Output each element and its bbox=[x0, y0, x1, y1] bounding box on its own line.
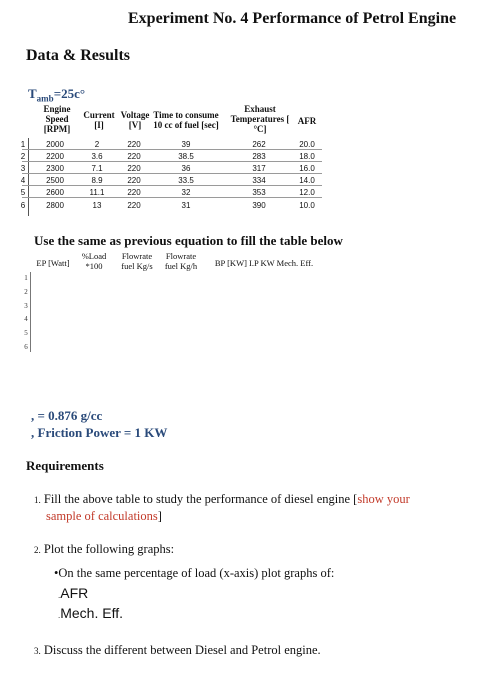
sub-bullet-icon: . bbox=[58, 591, 61, 600]
requirement-2 bbox=[34, 542, 174, 557]
header-current: Current [I] bbox=[83, 110, 115, 130]
friction-power: , Friction Power = 1 KW bbox=[31, 425, 168, 440]
header-flowrate-kgh: Flowrate fuel Kg/h bbox=[164, 251, 198, 271]
requirement-1-highlight-2: sample of calculations bbox=[46, 509, 158, 523]
header-voltage: Voltage [V] bbox=[120, 110, 150, 130]
header-flowrate-kgs: Flowrate fuel Kg/s bbox=[121, 251, 153, 271]
requirement-2-number: 2. bbox=[34, 545, 41, 555]
requirement-2-bullet bbox=[54, 566, 334, 581]
requirement-2-bullet-text: On the same percentage of load (x-axis) plot graphs of: bbox=[58, 566, 335, 580]
requirement-2-text: Plot the following graphs: bbox=[43, 542, 175, 556]
requirement-1-number: 1. bbox=[34, 495, 41, 505]
requirement-1-end: ] bbox=[157, 509, 162, 523]
row-number: 6 bbox=[24, 343, 28, 351]
header-exhaust-temperature: Exhaust Temperatures [ °C] bbox=[230, 104, 290, 134]
header-bp-ip-mech: BP [KW] I.P KW Mech. Eff. bbox=[214, 258, 314, 268]
ambient-temperature bbox=[28, 86, 85, 104]
graph-mech-eff bbox=[58, 605, 123, 621]
requirement-1-highlight: show your bbox=[357, 492, 410, 506]
row-number: 3 bbox=[24, 302, 28, 310]
fuel-density: , = 0.876 g/cc bbox=[31, 408, 103, 423]
instruction-text: Use the same as previous equation to fill the table below bbox=[34, 233, 343, 248]
graph-afr-label: AFR bbox=[60, 585, 89, 601]
header-load: %Load *100 bbox=[81, 251, 107, 271]
graph-afr bbox=[58, 585, 88, 601]
bullet-icon: • bbox=[54, 566, 59, 580]
requirement-3 bbox=[34, 643, 321, 658]
requirement-1-text: Fill the above table to study the performance of diesel engine [ bbox=[43, 492, 358, 506]
header-afr: AFR bbox=[297, 116, 317, 126]
row-number: 5 bbox=[24, 329, 28, 337]
row-number: 4 bbox=[24, 315, 28, 323]
tamb-prefix: T bbox=[28, 86, 37, 101]
tamb-sub: amb bbox=[36, 93, 54, 104]
requirement-3-number: 3. bbox=[34, 646, 41, 656]
row-number: 1 bbox=[24, 274, 28, 282]
document-title: Experiment No. 4 Performance of Petrol Engine bbox=[128, 10, 457, 27]
graph-mech-eff-label: Mech. Eff. bbox=[60, 605, 124, 621]
section-title: Data & Results bbox=[26, 47, 130, 64]
tamb-value: =25c° bbox=[53, 86, 86, 101]
requirements-title: Requirements bbox=[26, 458, 104, 473]
requirement-1 bbox=[34, 492, 410, 507]
sub-bullet-icon: . bbox=[58, 611, 61, 620]
header-time: Time to consume 10 cc of fuel [sec] bbox=[153, 110, 219, 130]
requirement-1-continued bbox=[46, 509, 162, 524]
header-ep: EP [Watt] bbox=[36, 258, 70, 268]
header-engine-speed: Engine Speed [RPM] bbox=[43, 104, 71, 134]
row-number: 2 bbox=[24, 288, 28, 296]
requirement-3-text: Discuss the different between Diesel and Petrol engine. bbox=[43, 643, 321, 657]
